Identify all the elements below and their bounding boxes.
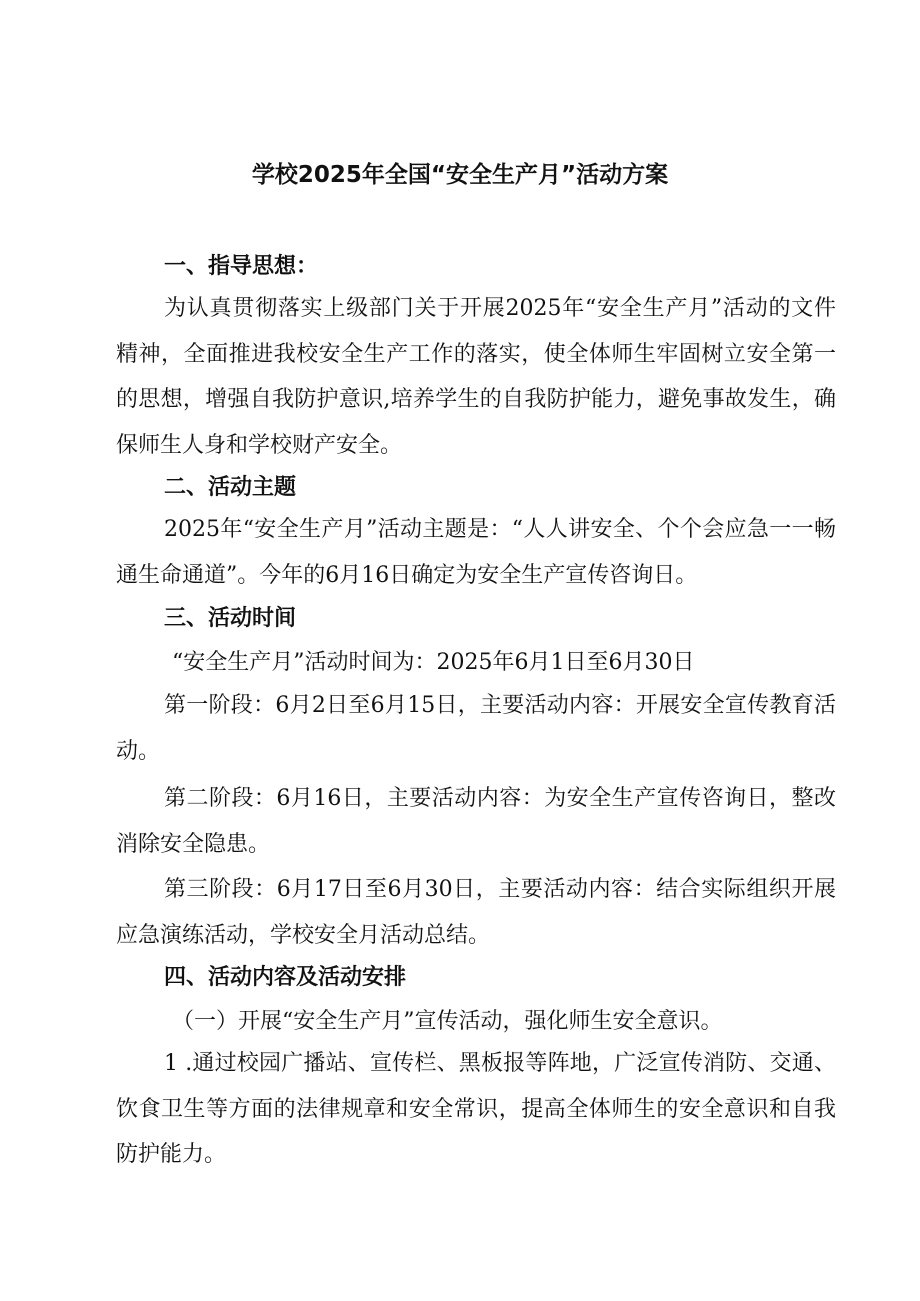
paragraph-stage-three: 第三阶段：6月17日至6月30日，主要活动内容：结合实际组织开展应急演练活动，学校安全月活动总结。: [116, 877, 836, 948]
paragraph-subsection-one: （一）开展“安全生产月”宣传活动，强化师生安全意识。: [172, 1009, 723, 1034]
section-heading-content: 四、活动内容及活动安排: [164, 965, 407, 990]
section-heading-time: 三、活动时间: [164, 606, 297, 631]
paragraph-theme: 2025年“安全生产月”活动主题是：“人人讲安全、个个会应急一一畅通生命通道”。今年的6月16日确定为安全生产宣传咨询日。: [116, 517, 836, 588]
paragraph-item-one: 1 .通过校园广播站、宣传栏、黑板报等阵地，广泛宣传消防、交通、饮食卫生等方面的法律规章和安全常识，提高全体师生的安全意识和自我防护能力。: [116, 1051, 836, 1167]
section-heading-guiding-ideology: 一、指导思想：: [164, 254, 319, 279]
paragraph-stage-two: 第二阶段：6月16日，主要活动内容：为安全生产宣传咨询日，整改消除安全隐患。: [116, 786, 836, 857]
paragraph-time-range: “安全生产月”活动时间为：2025年6月1日至6月30日: [172, 650, 695, 675]
paragraph-stage-one: 第一阶段：6月2日至6月15日，主要活动内容：开展安全宣传教育活动。: [116, 693, 836, 764]
section-heading-theme: 二、活动主题: [164, 475, 297, 500]
paragraph-guiding-ideology: 为认真贯彻落实上级部门关于开展2025年“安全生产月”活动的文件精神，全面推进我校安全生产工作的落实，使全体师生牢固树立安全第一的思想，增强自我防护意识,培养学生的自我防护能力，避免事故发生，确保师生人身和学校财产安全。: [116, 296, 836, 458]
document-title: 学校2025年全国“安全生产月”活动方案: [251, 162, 669, 188]
